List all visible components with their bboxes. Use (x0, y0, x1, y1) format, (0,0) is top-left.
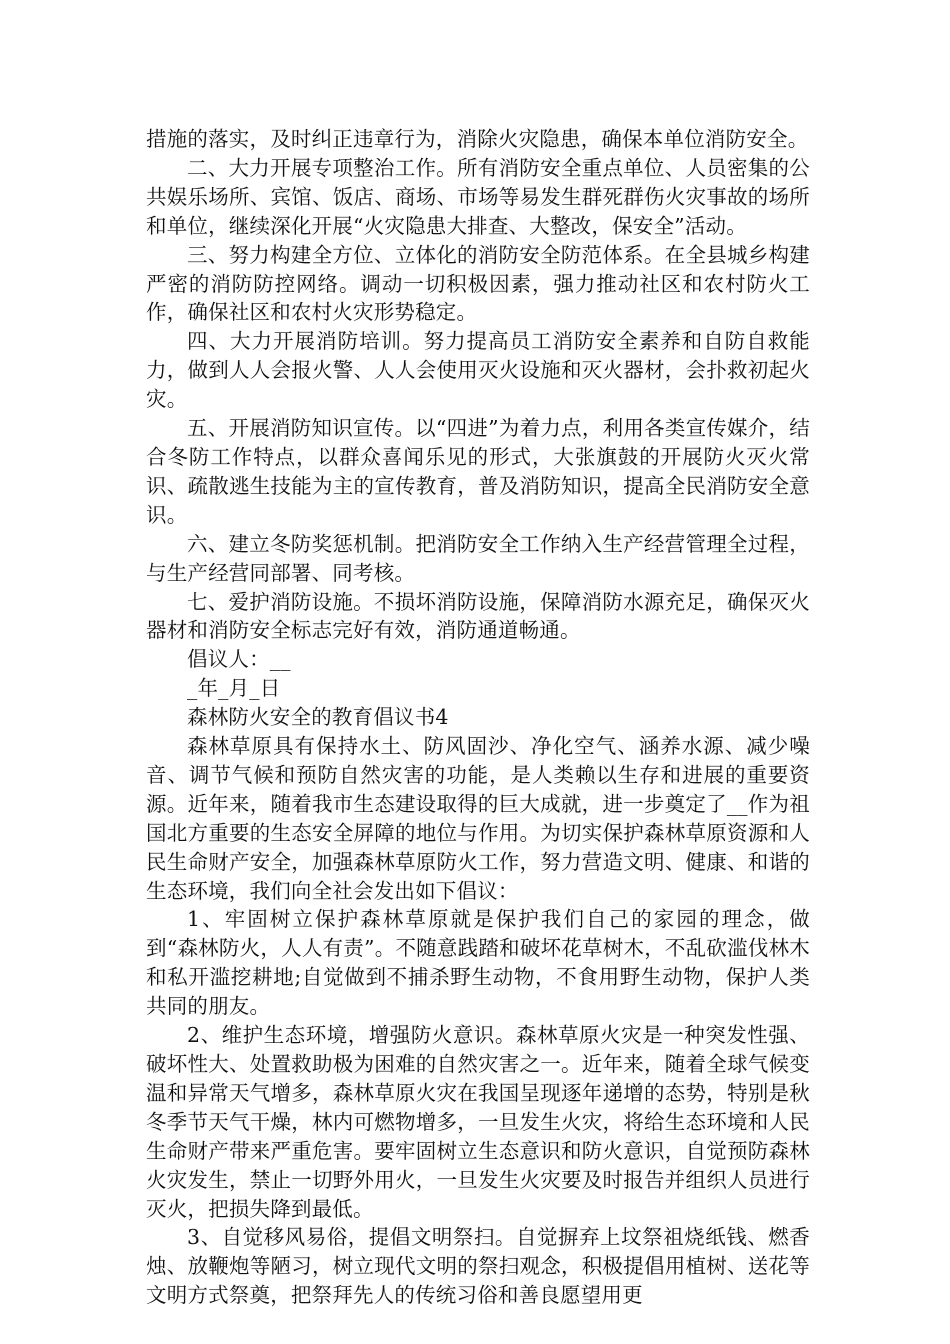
paragraph-item-1: 1、牢固树立保护森林草原就是保护我们自己的家园的理念，做到“森林防火，人人有责”。不随意践踏和破坏花草树木，不乱砍滥伐林木和私开滥挖耕地;自觉做到不捕杀野生动物，不食用野生动物，保护人类共同的朋友。 (146, 907, 810, 1019)
paragraph-1: 措施的落实，及时纠正违章行为，消除火灾隐患，确保本单位消防安全。 (146, 127, 809, 151)
paragraph-5: 五、开展消防知识宣传。以“四进”为着力点，利用各类宣传媒介，结合冬防工作特点，以群众喜闻乐见的形式，大张旗鼓的开展防火灭火常识、疏散逃生技能为主的宣传教育，普及消防知识，提高全民消防安全意识。 (146, 416, 810, 527)
section-title: 森林防火安全的教育倡议书4 (187, 705, 449, 730)
paragraph-6: 六、建立冬防奖惩机制。把消防安全工作纳入生产经营管理全过程，与生产经营同部署、同考核。 (146, 531, 810, 585)
paragraph-intro: 森林草原具有保持水土、防风固沙、净化空气、涵养水源、减少噪音、调节气候和预防自然灾害的功能，是人类赖以生存和进展的重要资源。近年来，随着我市生态建设取得的巨大成就，进一步奠定了__作为祖国北方重要的生态安全屏障的地位与作用。为切实保护森林草原资源和人民生命财产安全，加强森林草原防火工作，努力营造文明、健康、和谐的生态环境，我们向全社会发出如下倡议： (146, 734, 810, 903)
paragraph-item-2: 2、维护生态环境，增强防火意识。森林草原火灾是一种突发性强、破坏性大、处置救助极为困难的自然灾害之一。近年来，随着全球气候变温和异常天气增多，森林草原火灾在我国呈现逐年递增的态势，特别是秋冬季节天气干燥，林内可燃物增多，一旦发生火灾，将给生态环境和人民生命财产带来严重危害。要牢固树立生态意识和防火意识，自觉预防森林火灾发生，禁止一切野外用火，一旦发生火灾要及时报告并组织人员进行灭火，把损失降到最低。 (146, 1023, 810, 1221)
paragraph-4: 四、大力开展消防培训。努力提高员工消防安全素养和自防自救能力，做到人人会报火警、人人会使用灭火设施和灭火器材，会扑救初起火灾。 (146, 329, 810, 412)
document-body (146, 125, 810, 1310)
paragraph-2: 二、大力开展专项整治工作。所有消防安全重点单位、人员密集的公共娱乐场所、宾馆、饭店、商场、市场等易发生群死群伤火灾事故的场所和单位，继续深化开展“火灾隐患大排查、大整改，保安全”活动。 (146, 155, 810, 238)
paragraph-item-3: 3、自觉移风易俗，提倡文明祭扫。自觉摒弃上坟祭祖烧纸钱、燃香烛、放鞭炮等陋习，树立现代文明的祭扫观念，积极提倡用植树、送花等文明方式祭奠，把祭拜先人的传统习俗和善良愿望用更 (146, 1225, 810, 1308)
date-line: _年_月_日 (187, 676, 281, 701)
paragraph-7: 七、爱护消防设施。不损坏消防设施，保障消防水源充足，确保灭火器材和消防安全标志完好有效，消防通道畅通。 (146, 589, 810, 643)
signature-line: 倡议人：__ (187, 647, 291, 672)
paragraph-3: 三、努力构建全方位、立体化的消防安全防范体系。在全县城乡构建严密的消防防控网络。调动一切积极因素，强力推动社区和农村防火工作，确保社区和农村火灾形势稳定。 (146, 242, 810, 325)
